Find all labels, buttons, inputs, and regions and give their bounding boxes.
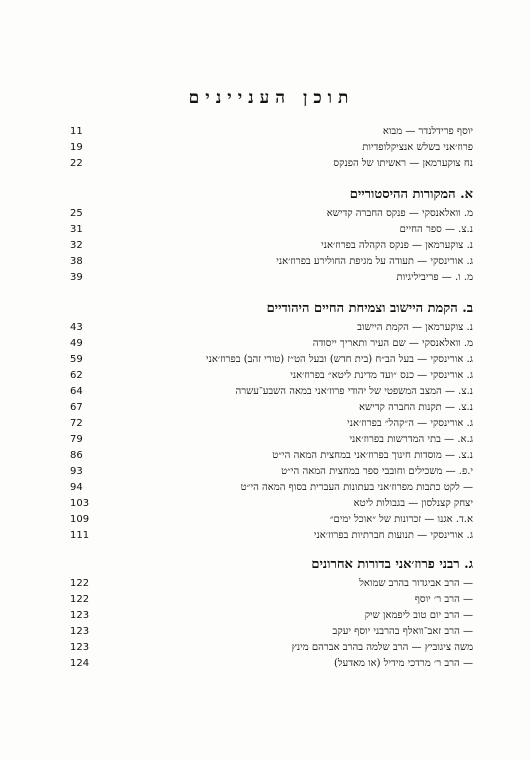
page-number: 124	[70, 658, 90, 669]
entry-title: פרוז׳אני בשלש אנציקלופדיות	[362, 142, 473, 153]
entry-title: ג. אורינסקי — בעל הב״ח (בית חדש) ובעל הט״ז (טורי זהב) בפרוז׳אני	[206, 354, 473, 365]
toc-entry	[70, 400, 473, 416]
page-number: 109	[70, 514, 90, 525]
entry-title: — לקט כתבות מפרוז׳אני בעתונות העברית בסוף המאה הי״ט	[240, 482, 473, 493]
page-number: 86	[70, 450, 83, 461]
table-of-contents	[70, 0, 473, 760]
entry-title: נ. צוקערמאן — פנקס הקהלה בפרוז׳אני	[321, 240, 473, 251]
page-number: 93	[70, 466, 83, 477]
toc-entry	[70, 222, 473, 238]
toc-entry	[70, 624, 473, 640]
page-number: 111	[70, 530, 90, 541]
entry-title: — הרב ר׳ מרדכי מידיל (או מאדעל)	[333, 658, 473, 669]
page-number: 123	[70, 610, 90, 621]
entry-title: ג.א. — בתי המדרשות בפרוז׳אני	[349, 434, 473, 445]
entry-title: נח צוקערמאן — ראשיתו של הפנקס	[333, 158, 473, 169]
toc-entry	[70, 270, 473, 286]
page-number: 123	[70, 626, 90, 637]
page-number: 72	[70, 418, 83, 429]
entry-title: ג. אורינסקי — תנועות חברתיות בפרוז׳אני	[313, 530, 473, 541]
page-number: 32	[70, 240, 83, 251]
entry-title: יצחק קצנלסון — בגבולות ליטא	[353, 498, 473, 509]
page-number: 103	[70, 498, 90, 509]
page-number: 22	[70, 158, 83, 169]
section-heading: ג. רבני פרוז׳אני בדורות אחרונים	[311, 557, 473, 572]
entry-title: ג. אורינסקי — ה״קהל״ בפרוז׳אני	[347, 418, 473, 429]
entry-title: — הרב אביגדור בהרב שמואל	[359, 578, 473, 589]
toc-entry	[70, 528, 473, 544]
toc-entry	[70, 352, 473, 368]
toc-entry	[70, 124, 473, 140]
entry-title: נ.צ. — ספר החיים	[399, 224, 473, 235]
page-number: 43	[70, 322, 83, 333]
entry-title: א.ד. אגנו — זכרונות של ״אוכל ימים״	[329, 514, 473, 525]
entry-title: יוסף פרידלנדר — מבוא	[382, 126, 473, 137]
toc-entry	[70, 320, 473, 336]
page-number: 64	[70, 386, 83, 397]
section-heading: ב. הקמת היישוב וצמיחת החיים היהודיים	[266, 301, 473, 316]
entry-title: מ. וואלאנסקי — שם העיר ותאריך ייסודה	[312, 338, 473, 349]
entry-title: — הרב זאב־וואלף בהרבני יוסף יעקב	[332, 626, 473, 637]
page-title: תוכן העניינים	[188, 88, 355, 108]
toc-entry	[70, 512, 473, 528]
page-number: 123	[70, 642, 90, 653]
toc-entry	[70, 464, 473, 480]
toc-entry	[70, 206, 473, 222]
page-number: 122	[70, 578, 90, 589]
toc-entry	[70, 640, 473, 656]
page-number: 94	[70, 482, 83, 493]
toc-entry	[70, 592, 473, 608]
toc-entry	[70, 608, 473, 624]
page-number: 31	[70, 224, 83, 235]
entry-title: נ. צוקערמאן — הקמת היישוב	[357, 322, 473, 333]
section-heading: א. המקורות ההיסטוריים	[349, 187, 473, 202]
toc-entry	[70, 156, 473, 172]
page-number: 11	[70, 126, 83, 137]
page-number: 59	[70, 354, 83, 365]
entry-title: ג. אורינסקי — תעודה על מגיפת החולירע בפרוז׳אני	[276, 256, 473, 267]
toc-entry	[70, 336, 473, 352]
entry-title: נ.צ. — מוסדות חינוך בפרוז׳אני במחצית המאה הי״ט	[272, 450, 473, 461]
toc-entry	[70, 368, 473, 384]
toc-entry	[70, 384, 473, 400]
page-number: 67	[70, 402, 83, 413]
toc-entry	[70, 238, 473, 254]
entry-title: מ. וואלאנסקי — פנקס החברה קדישא	[326, 208, 473, 219]
page-number: 79	[70, 434, 83, 445]
entry-title: נ.צ. — תקנות החברה קדישא	[359, 402, 473, 413]
entry-title: ג. אורינסקי — כנס ״ועד מדינת ליטא״ בפרוז׳אני	[290, 370, 473, 381]
toc-entry	[70, 448, 473, 464]
page-number: 62	[70, 370, 83, 381]
page-number: 39	[70, 272, 83, 283]
page-number: 25	[70, 208, 83, 219]
toc-entry	[70, 416, 473, 432]
entry-title: מ. ו. — פריביליגיות	[396, 272, 473, 283]
toc-entry	[70, 656, 473, 672]
page-number: 49	[70, 338, 83, 349]
toc-entry	[70, 496, 473, 512]
entry-title: י.פ. — משכילים וחובבי ספר במחצית המאה הי״ט	[281, 466, 473, 477]
entry-title: — הרב ר׳ יוסף	[414, 594, 473, 605]
page-number: 122	[70, 594, 90, 605]
page-number: 38	[70, 256, 83, 267]
page-number: 19	[70, 142, 83, 153]
toc-entry	[70, 576, 473, 592]
toc-entry	[70, 432, 473, 448]
toc-entry	[70, 254, 473, 270]
toc-entry	[70, 480, 473, 496]
toc-entry	[70, 140, 473, 156]
entry-title: נ.צ. — המצב המשפטי של יהודי פרוז׳אני במאה השבע־עשרה	[235, 386, 473, 397]
entry-title: — הרב יום טוב ליפמאן שיק	[364, 610, 473, 621]
entry-title: משה ציגוביץ — הרב שלמה בהרב אברהם מינץ	[291, 642, 473, 653]
